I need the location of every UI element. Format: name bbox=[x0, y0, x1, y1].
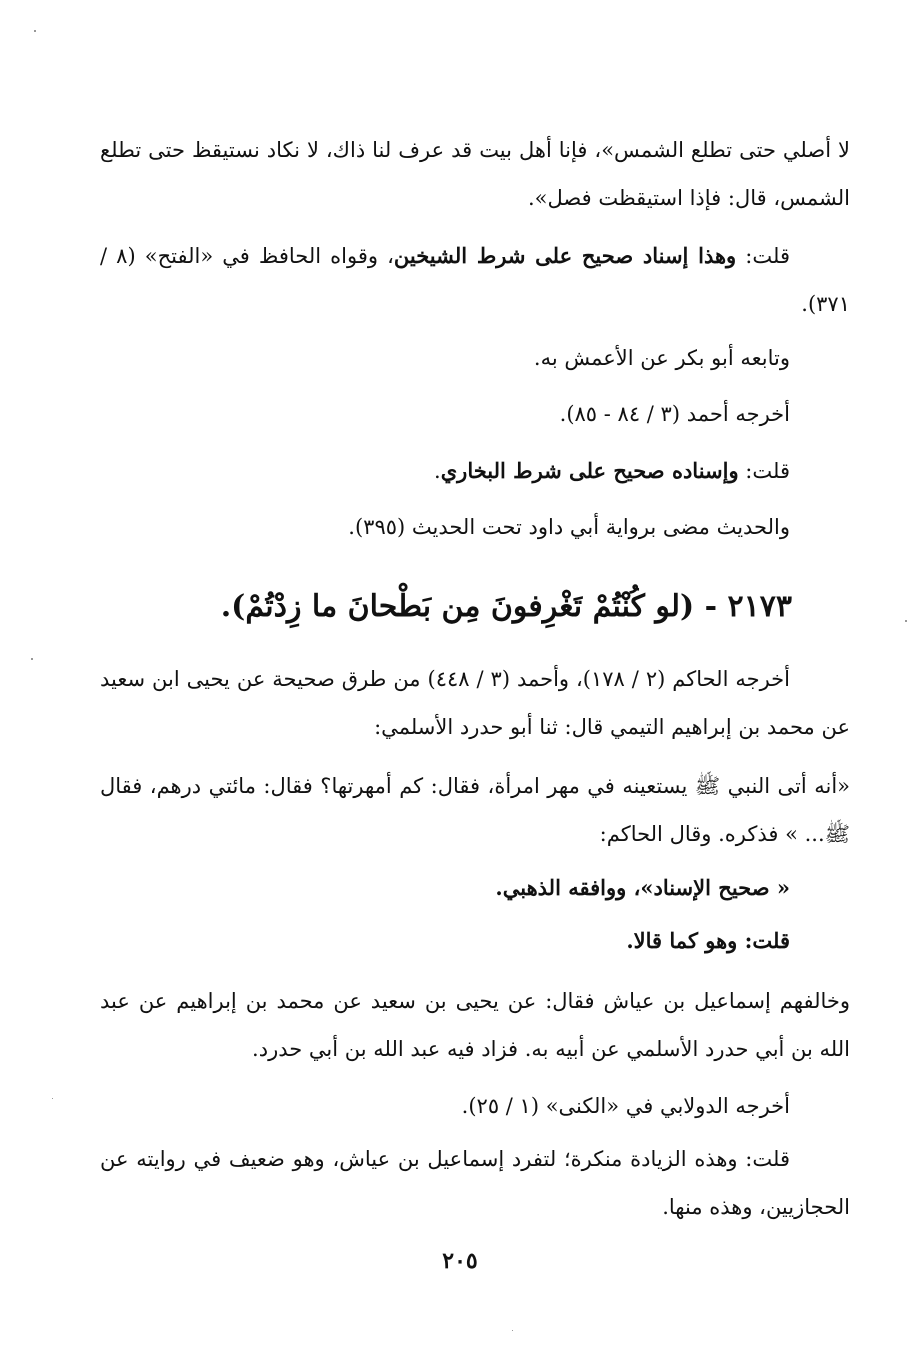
paragraph-5 bbox=[100, 447, 850, 495]
paragraph-6: والحديث مضى برواية أبي داود تحت الحديث (٣٩٥). bbox=[348, 515, 790, 539]
scan-speck bbox=[31, 658, 33, 660]
page-number: ٢٠٥ bbox=[442, 1248, 478, 1274]
paragraph-7: أخرجه الحاكم (٢ / ١٧٨)، وأحمد (٣ / ٤٤٨) من طرق صحيحة عن يحيى ابن سعيد عن محمد بن إبراهيم التيمي قال: ثنا أبو حدرد الأسلمي: bbox=[100, 667, 850, 739]
paragraph-2 bbox=[100, 232, 850, 328]
paragraph-3: وتابعه أبو بكر عن الأعمش به. bbox=[533, 346, 790, 370]
hadith-heading: ٢١٧٣ - (لو كُنْتُمْ تَغْرِفونَ مِن بَطْحانَ ما زِدْتُمْ). bbox=[220, 589, 792, 624]
paragraph-2-rest: ، وقواه الحافظ في «الفتح» (٨ / ٣٧١). bbox=[100, 244, 850, 316]
paragraph-5-bold: وإسناده صحيح على شرط البخاري bbox=[440, 458, 739, 483]
paragraph-13: قلت: وهذه الزيادة منكرة؛ لتفرد إسماعيل بن عياش، وهو ضعيف في روايته عن الحجازيين، وهذه منها. bbox=[100, 1147, 850, 1219]
paragraph-2-bold: وهذا إسناد صحيح على شرط الشيخين bbox=[393, 243, 737, 268]
paragraph-2-prefix: قلت: bbox=[736, 244, 790, 268]
scan-speck bbox=[905, 620, 907, 622]
scan-speck bbox=[52, 1098, 53, 1099]
paragraph-12: أخرجه الدولابي في «الكنى» (١ / ٢٥). bbox=[461, 1094, 790, 1118]
paragraph-1: لا أصلي حتى تطلع الشمس»، فإنا أهل بيت قد عرف لنا ذاك، لا نكاد نستيقظ حتى تطلع الشمس، قال: فإذا استيقظت فصل». bbox=[100, 138, 850, 210]
paragraph-5-prefix: قلت: bbox=[738, 459, 790, 483]
paragraph-8: «أنه أتى النبي ﷺ يستعينه في مهر امرأة، فقال: كم أمهرتها؟ فقال: مائتي درهم، فقال ﷺ... » فذكره. وقال الحاكم: bbox=[100, 774, 850, 846]
paragraph-4: أخرجه أحمد (٣ / ٨٤ - ٨٥). bbox=[559, 402, 790, 426]
paragraph-10: قلت: وهو كما قالا. bbox=[626, 928, 790, 953]
paragraph-9: « صحيح الإسناد»، ووافقه الذهبي. bbox=[495, 875, 790, 900]
scan-speck bbox=[512, 1330, 513, 1331]
paragraph-11: وخالفهم إسماعيل بن عياش فقال: عن يحيى بن سعيد عن محمد بن إبراهيم عن عبد الله بن أبي حدرد الأسلمي عن أبيه به. فزاد فيه عبد الله بن أبي حدرد. bbox=[100, 989, 850, 1061]
scan-speck bbox=[34, 30, 36, 32]
paragraph-5-rest: . bbox=[434, 459, 441, 483]
